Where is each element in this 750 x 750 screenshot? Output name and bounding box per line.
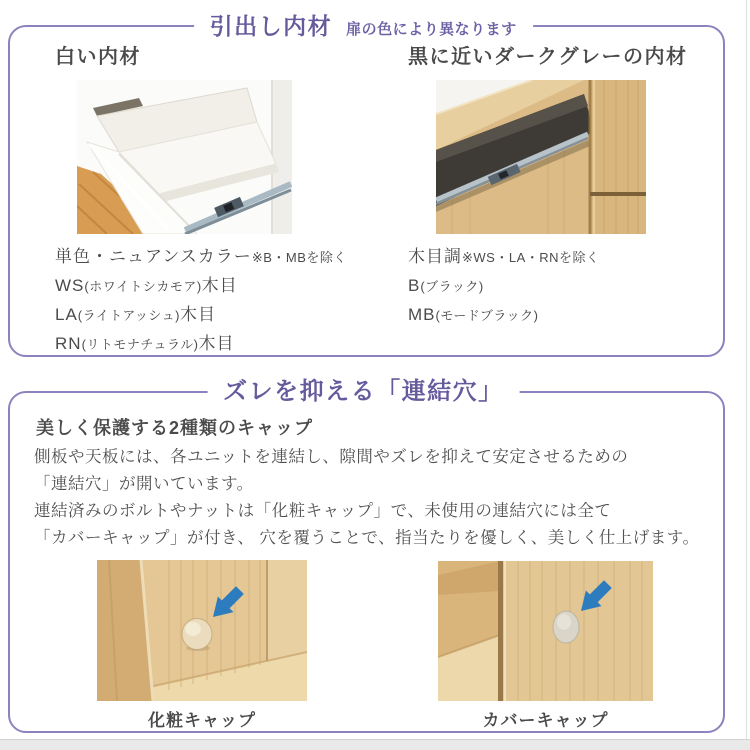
note-segment: B bbox=[408, 276, 421, 295]
connection-hole-title-bar bbox=[207, 374, 520, 410]
white-drawer-photo bbox=[77, 80, 292, 234]
white-drawer-illustration bbox=[77, 80, 292, 234]
note-segment: (ブラック) bbox=[420, 279, 484, 294]
dark-drawer-illustration bbox=[436, 80, 646, 234]
note-segment: WS bbox=[55, 276, 85, 295]
note-segment: RN bbox=[55, 334, 82, 353]
decorative-cap-photo bbox=[97, 560, 307, 701]
cover-cap-photo bbox=[438, 561, 653, 701]
note-line bbox=[55, 272, 347, 301]
body-line: 側板や天板には、各ユニットを連結し、隙間やズレを抑えて安定させるための bbox=[34, 448, 629, 466]
note-segment: LA bbox=[55, 305, 78, 324]
note-segment: (モードブラック) bbox=[435, 308, 539, 323]
cover-cap-caption: カバーキャップ bbox=[482, 711, 609, 730]
decorative-cap-caption: 化粧キャップ bbox=[148, 711, 256, 730]
note-segment: 木目 bbox=[201, 276, 238, 295]
note-line bbox=[55, 301, 347, 330]
cap-types-subheading: 美しく保護する2種類のキャップ bbox=[36, 418, 314, 438]
note-segment: 木目 bbox=[180, 305, 217, 324]
body-line: 「連結穴」が開いています。 bbox=[34, 475, 254, 493]
note-line bbox=[408, 272, 600, 301]
note-segment: MB bbox=[408, 305, 436, 324]
note-segment: (リトモナチュラル) bbox=[81, 337, 199, 352]
note-segment: (ライトアッシュ) bbox=[77, 308, 181, 323]
dark-drawer-photo bbox=[436, 80, 646, 234]
cover-cap-illustration bbox=[438, 561, 653, 701]
drawer-material-panel bbox=[8, 13, 725, 357]
drawer-material-title-bar bbox=[194, 8, 533, 44]
note-line bbox=[55, 243, 347, 272]
note-segment: (ホワイトシカモア) bbox=[84, 279, 202, 294]
white-material-heading: 白い内材 bbox=[55, 46, 141, 68]
connection-hole-title: ズレを抑える「連結穴」 bbox=[223, 378, 504, 405]
note-segment: ※WS・LA・RNを除く bbox=[462, 250, 600, 265]
note-segment: 木目調 bbox=[408, 247, 462, 266]
body-line: 「カバーキャップ」が付き、 穴を覆うことで、指当たりを優しく、美しく仕上げます。 bbox=[34, 529, 700, 547]
decorative-cap-illustration bbox=[97, 560, 307, 701]
note-segment: 単色・ニュアンスカラー bbox=[55, 247, 252, 266]
cap-description bbox=[34, 444, 699, 552]
body-line: 連結済みのボルトやナットは「化粧キャップ」で、未使用の連結穴には全て bbox=[34, 502, 612, 520]
dark-material-notes bbox=[408, 243, 600, 330]
note-segment: 木目 bbox=[198, 334, 235, 353]
cover-cap bbox=[553, 611, 579, 643]
note-segment: ※B・MBを除く bbox=[251, 250, 347, 265]
page-bottom-strip bbox=[0, 739, 750, 750]
note-line bbox=[408, 301, 600, 330]
note-line bbox=[55, 330, 347, 359]
white-material-notes bbox=[55, 243, 347, 359]
note-line bbox=[408, 243, 600, 272]
connection-hole-panel bbox=[8, 378, 725, 733]
drawer-material-title: 引出し内材 bbox=[209, 13, 333, 39]
page-right-edge bbox=[746, 0, 747, 739]
drawer-material-subtitle: 扉の色により異なります bbox=[346, 21, 517, 38]
dark-material-heading: 黒に近いダークグレーの内材 bbox=[408, 46, 688, 68]
